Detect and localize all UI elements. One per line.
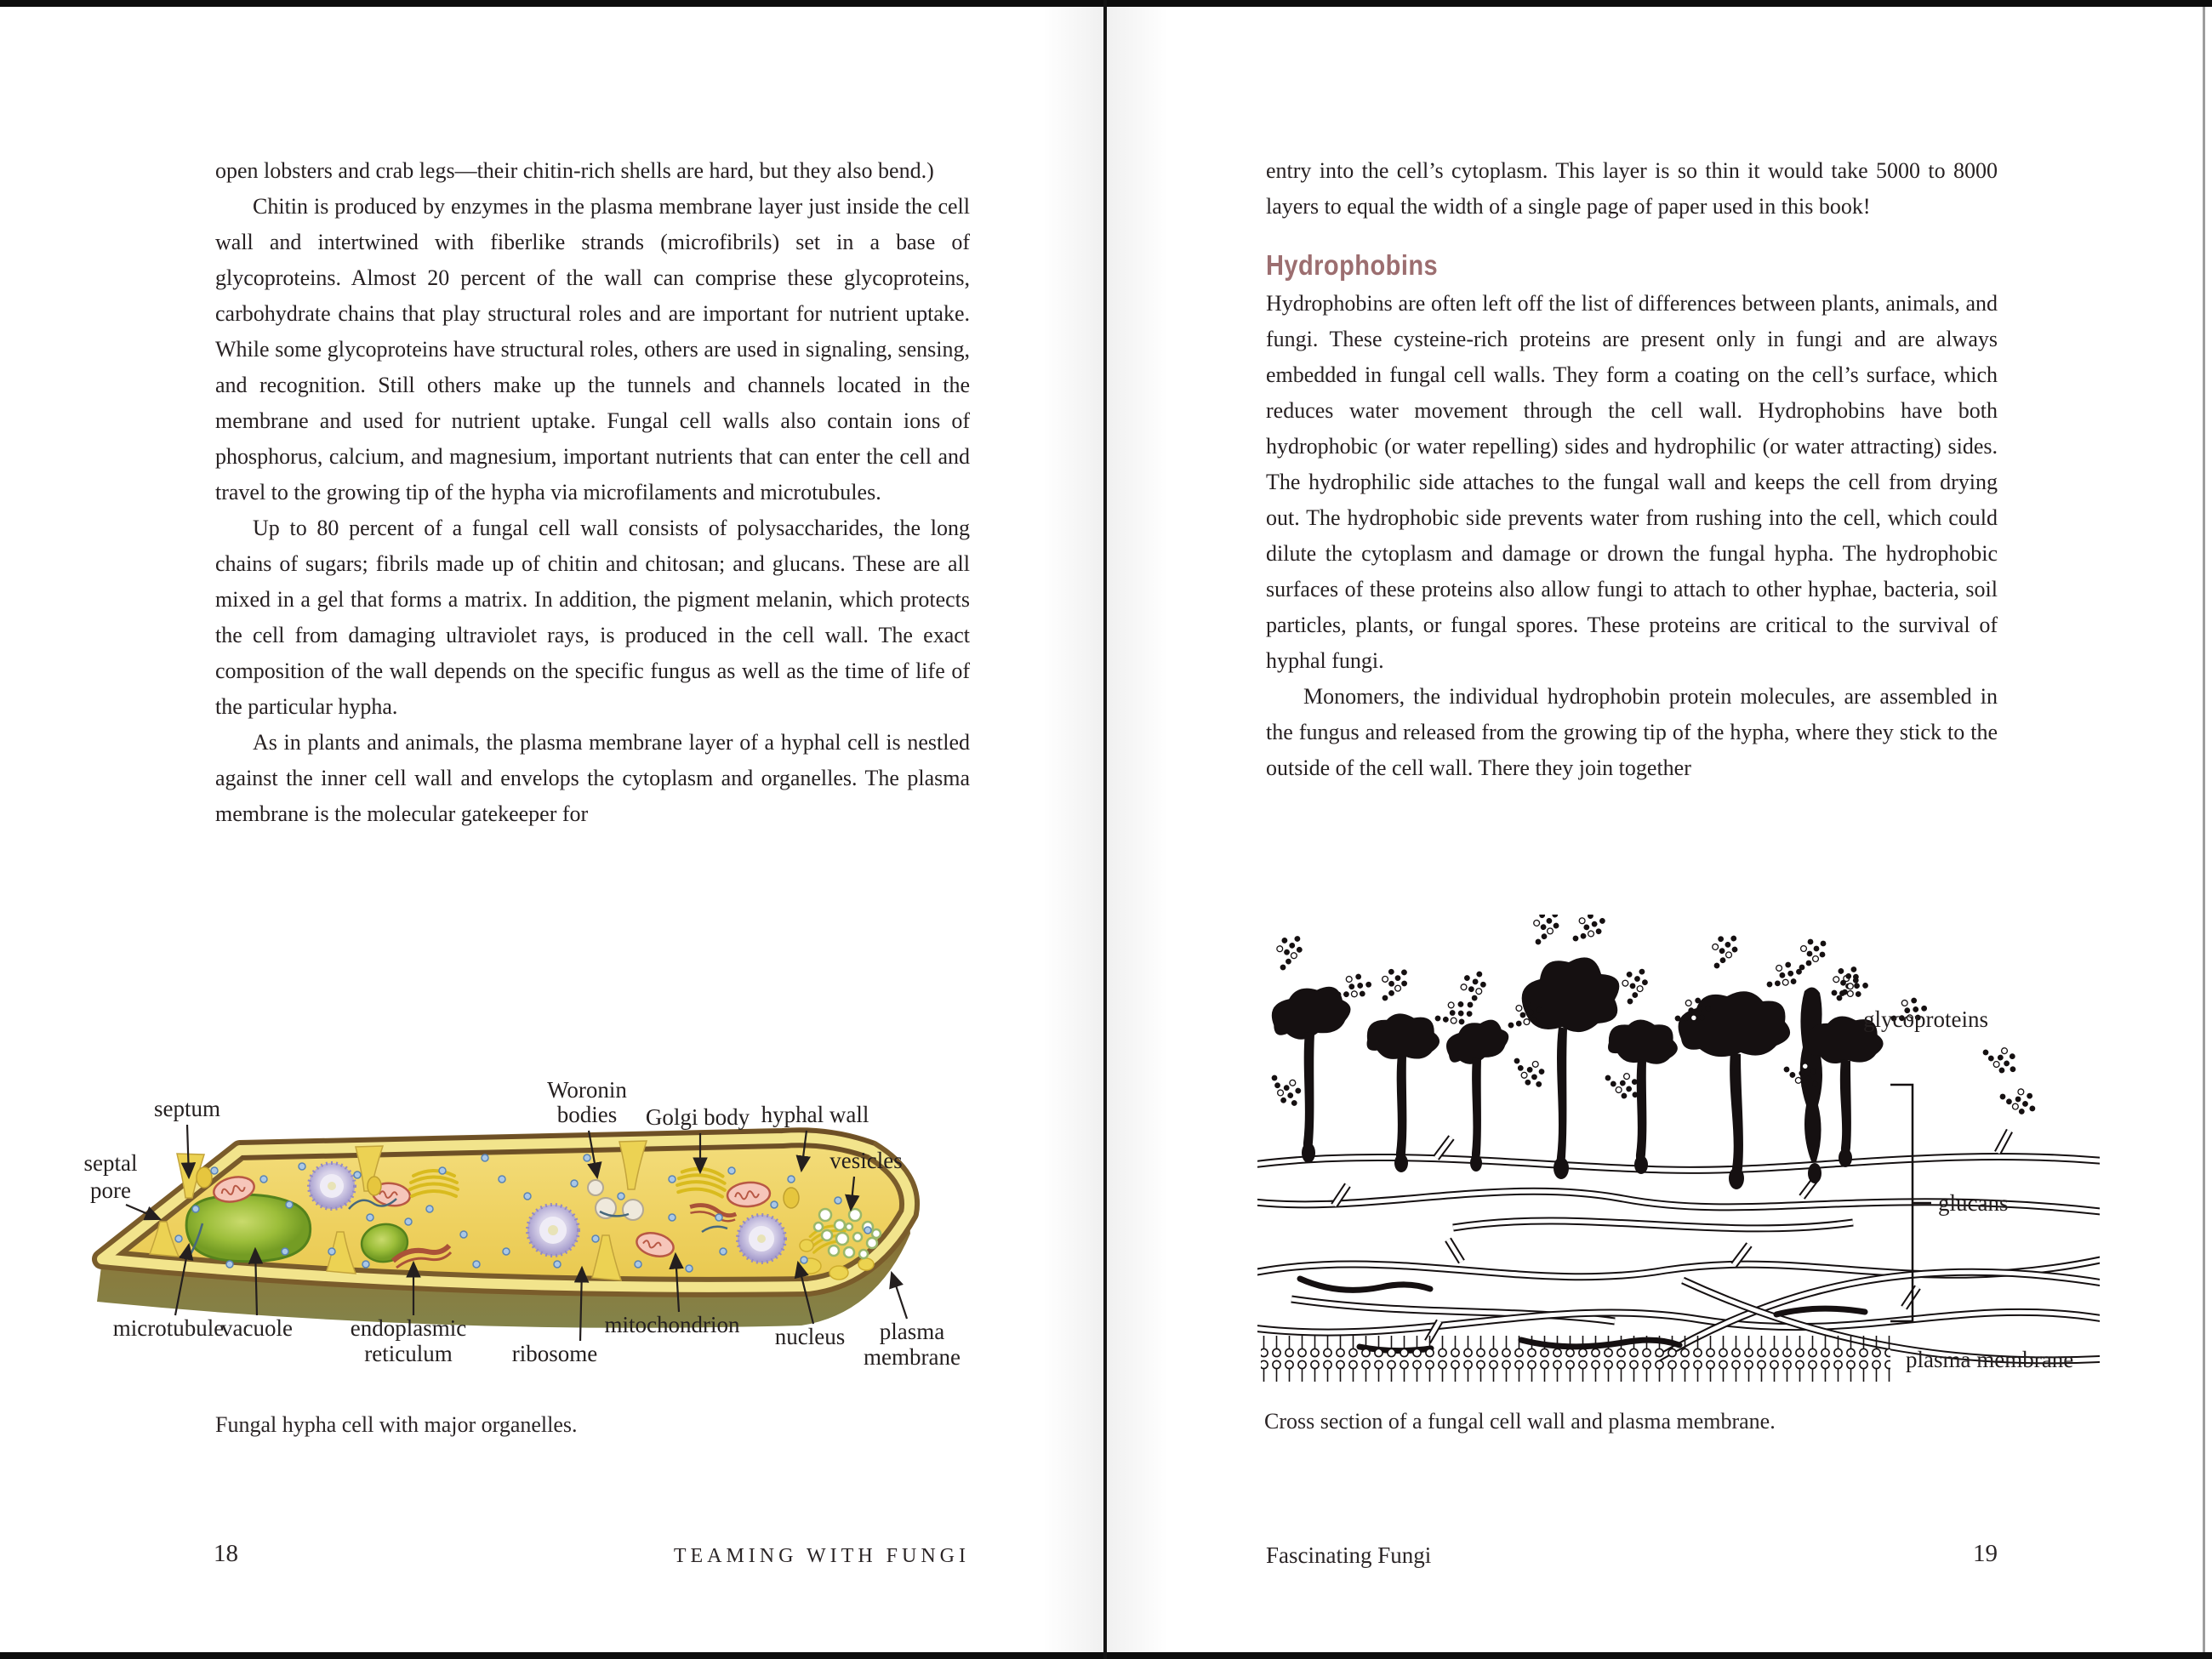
label-septal-pore: septal	[83, 1150, 138, 1176]
label-golgi-body: Golgi body	[645, 1104, 750, 1130]
running-head-left: TEAMING WITH FUNGI	[673, 1545, 970, 1567]
running-foot-right: Fascinating Fungi	[1266, 1542, 1432, 1568]
label-glucans: glucans	[1938, 1190, 2009, 1216]
page-number-left: 18	[214, 1540, 238, 1567]
paragraph: Up to 80 percent of a fungal cell wall consists of polysaccharides, the long chains of sugars; fibrils made up of chitin and chitosan; and glucans. These are all mixed in a gel that forms a matrix. In addition, the pigment melanin, which protects the cell from damaging ultraviolet rays, is produced in the cell wall. The exact composition of the wall depends on the specific fungus as well as the time of life of the particular hypha.	[215, 516, 970, 719]
label-septum: septum	[154, 1096, 220, 1121]
label-glycoproteins: glycoproteins	[1863, 1006, 1988, 1032]
left-page-text-column	[215, 153, 970, 832]
label-septal-pore: pore	[90, 1177, 131, 1203]
gutter-shadow-left	[1042, 7, 1103, 1652]
cell-wall-figure	[1257, 915, 2100, 1412]
paragraph: Monomers, the individual hydrophobin protein molecules, are assembled in the fungus and released from the growing tip of the hypha, where they stick to the outside of the cell wall. There they join together	[1266, 684, 1998, 780]
label-vacuole: vacuole	[221, 1315, 293, 1341]
glucan-fibers	[1257, 1131, 2100, 1360]
label-endoplasmic-reticulum: reticulum	[364, 1341, 453, 1366]
label-mitochondrion: mitochondrion	[604, 1312, 740, 1337]
paragraph: open lobsters and crab legs—their chitin-rich shells are hard, but they also bend.)	[215, 158, 934, 183]
label-plasma-membrane: plasma	[879, 1319, 945, 1344]
label-woronin-bodies: bodies	[556, 1102, 618, 1127]
paragraph: entry into the cell’s cytoplasm. This layer is so thin it would take 5000 to 8000 layers to equal the width of a single page of paper used in this book!	[1266, 158, 1998, 219]
gutter-shadow-right	[1107, 7, 1168, 1652]
label-woronin-bodies: Woronin	[547, 1077, 627, 1103]
hypha-cell-figure	[77, 1069, 978, 1412]
label-vesicles: vesicles	[830, 1148, 903, 1173]
paragraph: Hydrophobins are often left off the list of differences between plants, animals, and fungi. These cysteine-rich proteins are present only in fungi and are always embedded in fungal cell walls. They form a coating on the cell’s surface, which reduces water movement through the cell wall. Hydrophobins have both hydrophobic (or water repelling) sides and hydrophilic (or water attracting) sides. The hydrophilic side attaches to the fungal wall and keeps the cell from drying out. The hydrophobic side prevents water from rushing into the cell, which could dilute the cytoplasm and damage or drown the fungal hypha. The hydrophobic surfaces of these proteins also allow fungi to attach to other hyphae, bacteria, soil particles, plants, or fungal spores. These proteins are critical to the survival of hyphal fungi.	[1266, 291, 1998, 673]
page-number-right: 19	[1973, 1540, 1998, 1567]
right-page-text-column	[1266, 153, 1998, 786]
figure-caption-left: Fungal hypha cell with major organelles.	[215, 1412, 578, 1437]
plasma-membrane-bilayer	[1261, 1335, 1890, 1384]
label-hyphal-wall: hyphal wall	[761, 1102, 869, 1127]
figure-caption-right: Cross section of a fungal cell wall and plasma membrane.	[1264, 1409, 1776, 1434]
paragraph: Chitin is produced by enzymes in the plasma membrane layer just inside the cell wall and intertwined with fiberlike strands (microfibrils) set in a base of glycoproteins. Almost 20 percent of the wall can comprise these glycoproteins, carbohydrate chains that play structural roles and are important for nutrient uptake. While some glycoproteins have structural roles, others are used in signaling, sensing, and recognition. Still others make up the tunnels and channels located in the membrane and used for nutrient uptake. Fungal cell walls also contain ions of phosphorus, calcium, and magnesium, important nutrients that can enter the cell and travel to the growing tip of the hypha via microfilaments and microtubules.	[215, 194, 970, 505]
section-heading: Hydrophobins	[1266, 249, 1439, 281]
label-microtubule: microtubule	[112, 1315, 225, 1341]
label-plasma-membrane: membrane	[864, 1344, 961, 1370]
paragraph: As in plants and animals, the plasma membrane layer of a hyphal cell is nestled against the inner cell wall and envelops the cytoplasm and organelles. The plasma membrane is the molecular gatekeeper for	[215, 730, 970, 826]
page-edge-right	[2203, 7, 2205, 1652]
label-endoplasmic-reticulum: endoplasmic	[350, 1315, 467, 1341]
page-gutter-divider	[1103, 0, 1107, 1659]
label-nucleus: nucleus	[774, 1324, 846, 1349]
label-plasma-membrane: plasma membrane	[1906, 1347, 2074, 1372]
label-ribosome: ribosome	[511, 1341, 598, 1366]
